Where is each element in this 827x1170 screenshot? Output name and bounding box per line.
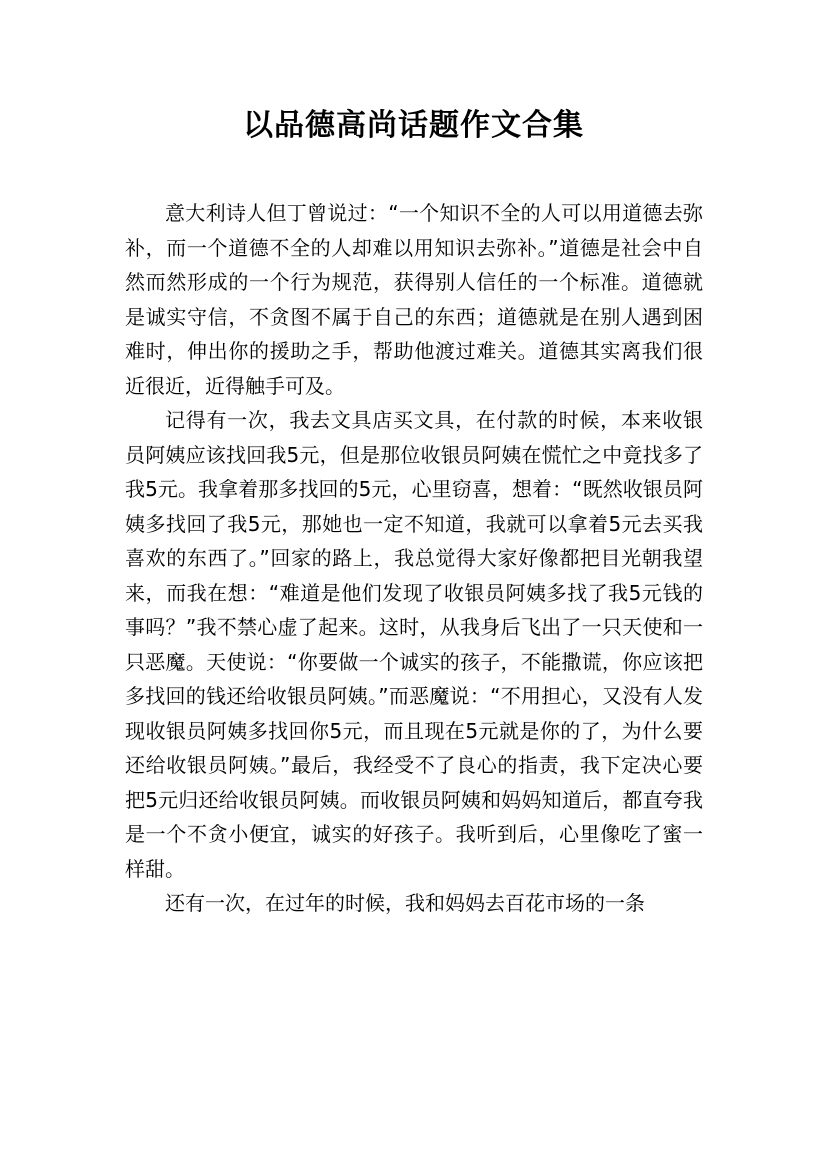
paragraph-3: 还有一次，在过年的时候，我和妈妈去百花市场的一条	[165, 891, 645, 915]
paragraph-1: 意大利诗人但丁曾说过：“一个知识不全的人可以用道德去弥补，而一个道德不全的人却难以用知识去弥补。”道德是社会中自然而然形成的一个行为规范，获得别人信任的一个标准。道德就是诚实守信，不贪图不属于自己的东西；道德就是在别人遇到困难时，伸出你的援助之手，帮助他渡过难关。道德其实离我们很近很近，近得触手可及。	[125, 201, 703, 398]
document-title: 以品德高尚话题作文合集	[243, 108, 584, 143]
document-body	[125, 196, 703, 921]
paragraph-2: 记得有一次，我去文具店买文具，在付款的时候，本来收银员阿姨应该找回我5元，但是那位收银员阿姨在慌忙之中竟找多了我5元。我拿着那多找回的5元，心里窃喜，想着：“既然收银员阿姨多找回了我5元，那她也一定不知道，我就可以拿着5元去买我喜欢的东西了。”回家的路上，我总觉得大家好像都把目光朝我望来，而我在想：“难道是他们发现了收银员阿姨多找了我5元钱的事吗？”我不禁心虚了起来。这时，从我身后飞出了一只天使和一只恶魔。天使说：“你要做一个诚实的孩子，不能撒谎，你应该把多找回的钱还给收银员阿姨。”而恶魔说：“不用担心，又没有人发现收银员阿姨多找回你5元，而且现在5元就是你的了，为什么要还给收银员阿姨。”最后，我经受不了良心的指责，我下定决心要把5元归还给收银员阿姨。而收银员阿姨和妈妈知道后，都直夸我是一个不贪小便宜，诚实的好孩子。我听到后，心里像吃了蜜一样甜。	[125, 408, 703, 881]
